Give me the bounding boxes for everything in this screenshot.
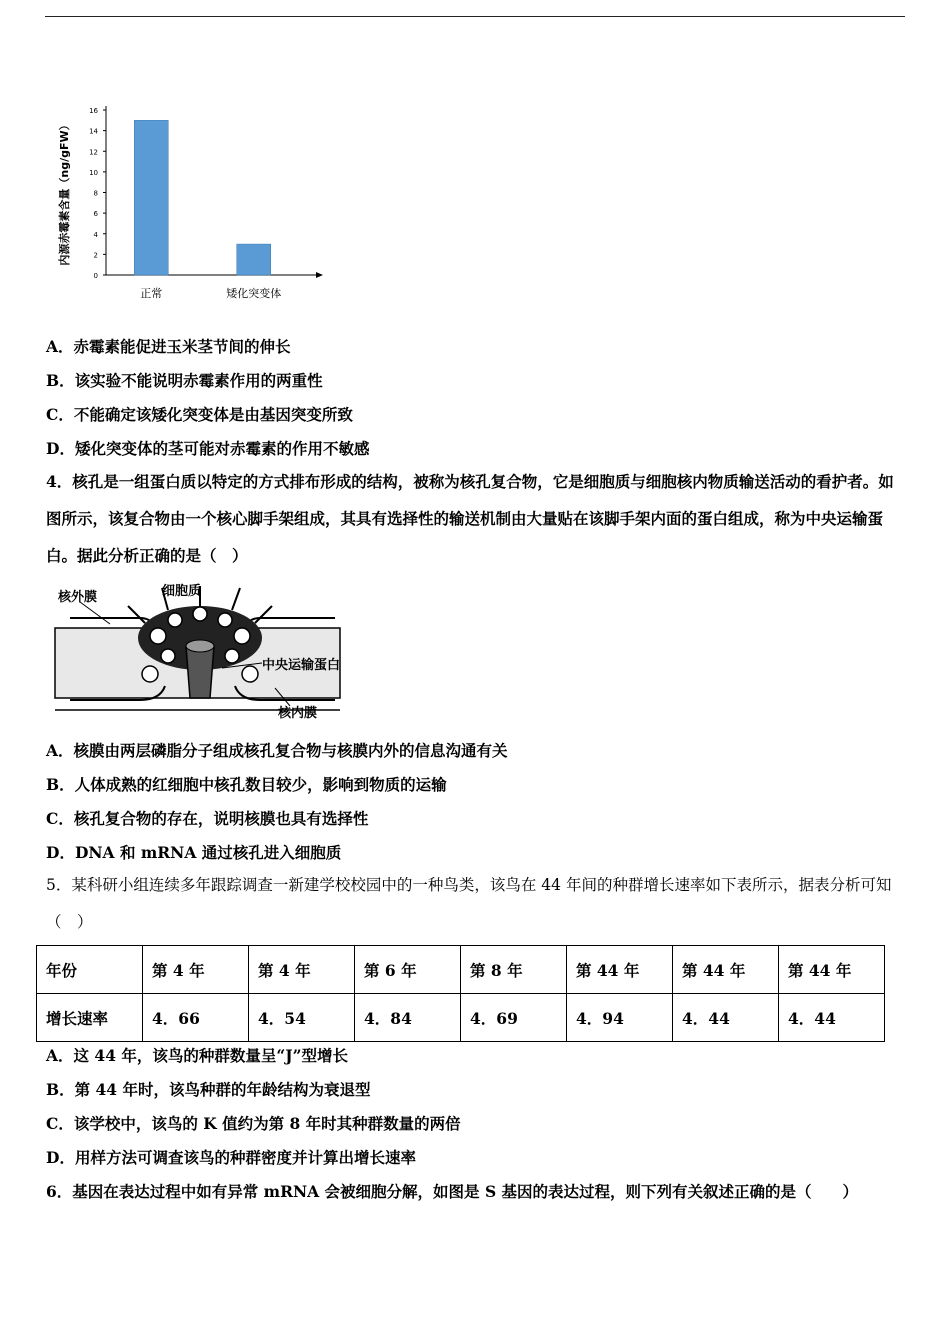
table-cell: 4．69 bbox=[461, 994, 567, 1042]
label-outer-membrane: 核外膜 bbox=[58, 590, 98, 605]
growth-rate-table bbox=[36, 945, 885, 1042]
q4-option-d: D．DNA 和 mRNA 通过核孔进入细胞质 bbox=[46, 843, 342, 862]
top-rule bbox=[45, 16, 905, 17]
y-tick-label: 6 bbox=[93, 210, 98, 219]
q5-option-b: B．第 44 年时，该鸟种群的年龄结构为衰退型 bbox=[46, 1080, 371, 1099]
table-header-row bbox=[37, 946, 885, 994]
y-tick-label: 12 bbox=[89, 148, 98, 157]
table-cell: 第 4 年 bbox=[143, 946, 249, 994]
q6-stem: 6．基因在表达过程中如有异常 mRNA 会被细胞分解，如图是 S 基因的表达过程，则下列有关叙述正确的是（ ） bbox=[46, 1182, 859, 1201]
bar bbox=[134, 120, 168, 275]
y-tick-label: 4 bbox=[93, 230, 98, 239]
table-cell: 4．44 bbox=[779, 994, 885, 1042]
y-tick-label: 14 bbox=[89, 127, 98, 136]
table-cell: 年份 bbox=[37, 946, 143, 994]
table-cell: 增长速率 bbox=[37, 994, 143, 1042]
q5-option-d: D．用样方法可调查该鸟的种群密度并计算出增长速率 bbox=[46, 1148, 416, 1167]
table-row bbox=[37, 994, 885, 1042]
q3-option-a: A．赤霉素能促进玉米茎节间的伸长 bbox=[46, 337, 291, 356]
label-cytoplasm: 细胞质 bbox=[162, 584, 202, 599]
table-cell: 第 44 年 bbox=[673, 946, 779, 994]
q4-option-b: B．人体成熟的红细胞中核孔数目较少，影响到物质的运输 bbox=[46, 775, 447, 794]
bar bbox=[237, 244, 271, 275]
nuclear-pore-diagram bbox=[50, 578, 370, 723]
table-cell: 第 8 年 bbox=[461, 946, 567, 994]
label-central-transporter: 中央运输蛋白 bbox=[262, 658, 341, 673]
x-tick-label: 正常 bbox=[140, 287, 163, 300]
y-tick-label: 0 bbox=[93, 272, 98, 280]
table-cell: 第 44 年 bbox=[779, 946, 885, 994]
q4-stem: 4．核孔是一组蛋白质以特定的方式排布形成的结构，被称为核孔复合物，它是细胞质与细胞核内物质输送活动的看护者。如图所示，该复合物由一个核心脚手架组成，其具有选择性的输送机制由大量贴在该脚手架内面的蛋白组成，称为中央运输蛋白。据此分析正确的是（ ） bbox=[46, 472, 894, 565]
table-cell: 4．44 bbox=[673, 994, 779, 1042]
y-axis-label: 内源赤霉素含量（ng/gFW） bbox=[58, 119, 71, 266]
q3-option-b: B．该实验不能说明赤霉素作用的两重性 bbox=[46, 371, 323, 390]
y-tick-label: 16 bbox=[89, 107, 98, 115]
table-cell: 4．84 bbox=[355, 994, 461, 1042]
x-tick-label: 矮化突变体 bbox=[226, 287, 282, 300]
table-cell: 第 4 年 bbox=[249, 946, 355, 994]
table-cell: 4．94 bbox=[567, 994, 673, 1042]
q5-option-a: A．这 44 年，该鸟的种群数量呈“J”型增长 bbox=[46, 1046, 349, 1065]
q3-option-c: C．不能确定该矮化突变体是由基因突变所致 bbox=[46, 405, 353, 424]
gibberellin-bar-chart bbox=[48, 98, 328, 308]
q5-option-c: C．该学校中，该鸟的 K 值约为第 8 年时其种群数量的两倍 bbox=[46, 1114, 461, 1133]
chart-svg bbox=[48, 98, 328, 308]
q4-option-c: C．核孔复合物的存在，说明核膜也具有选择性 bbox=[46, 809, 369, 828]
q3-option-d: D．矮化突变体的茎可能对赤霉素的作用不敏感 bbox=[46, 439, 370, 458]
y-tick-label: 10 bbox=[89, 168, 98, 177]
q4-option-a: A．核膜由两层磷脂分子组成核孔复合物与核膜内外的信息沟通有关 bbox=[46, 741, 508, 760]
label-inner-membrane: 核内膜 bbox=[278, 706, 318, 721]
y-tick-label: 2 bbox=[93, 251, 98, 260]
table-cell: 4．66 bbox=[143, 994, 249, 1042]
y-tick-label: 8 bbox=[93, 189, 98, 198]
x-axis-arrow bbox=[316, 272, 323, 278]
q5-stem: 5．某科研小组连续多年跟踪调查一新建学校校园中的一种鸟类，该鸟在 44 年间的种群增长速率如下表所示，据表分析可知（ ） bbox=[46, 876, 892, 931]
table-cell: 第 6 年 bbox=[355, 946, 461, 994]
table-cell: 第 44 年 bbox=[567, 946, 673, 994]
table-cell: 4．54 bbox=[249, 994, 355, 1042]
